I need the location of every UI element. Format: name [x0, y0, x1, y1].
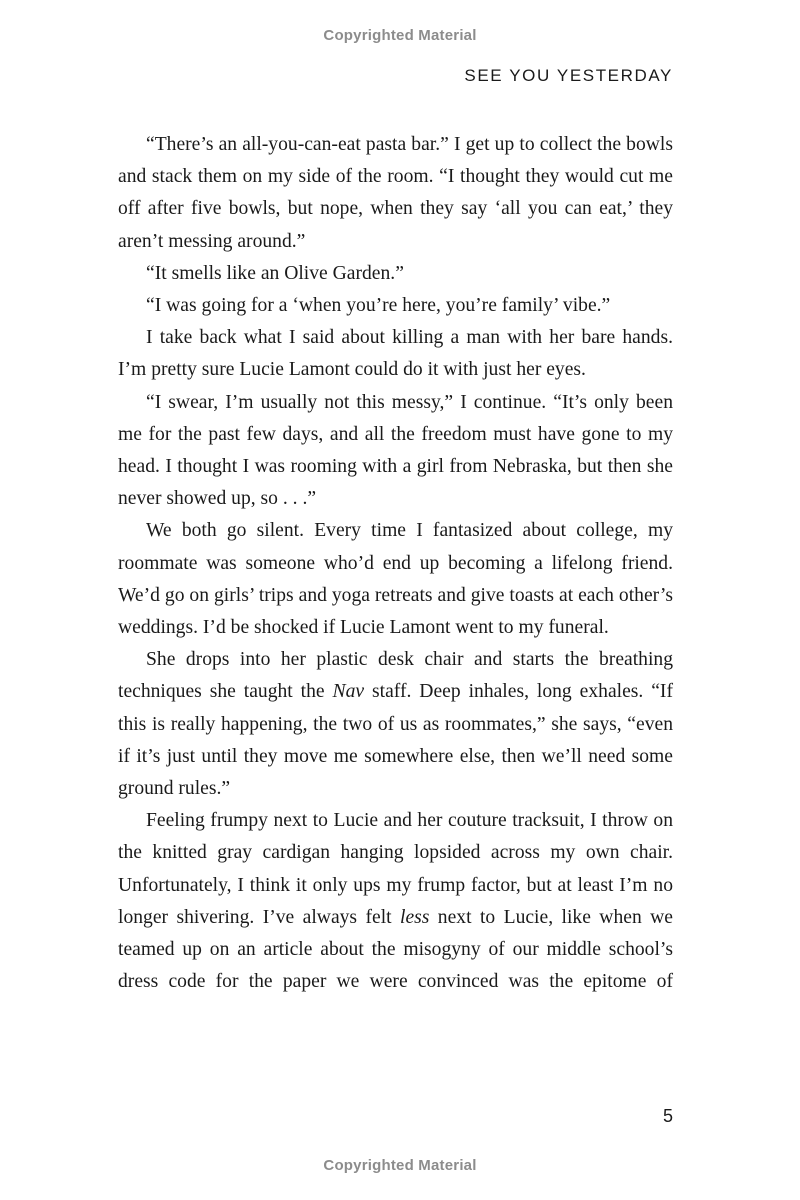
- paragraph: We both go silent. Every time I fantasized about college, my roommate was someone who’d end up becoming a lifelong friend. We’d go on girls’ trips and yoga retreats and give toasts at each other’s weddings. I’d be shocked if Lucie Lamont went to my funeral.: [118, 520, 673, 639]
- paragraph-text: staff. Deep inhales, long exhales. “If this is really happening, the two of us as roommates,” she says, “even if it’s just until they move me somewhere else, then we’ll need some ground rules.”: [118, 681, 673, 800]
- watermark-bottom: Copyrighted Material: [323, 1157, 477, 1174]
- paragraph-text: next to Lucie, like when we teamed up on an article about the misogyny of our middle school’s dress code for the paper we were convinced was the epitome of: [118, 906, 673, 993]
- paragraph: I take back what I said about killing a man with her bare hands. I’m pretty sure Lucie Lamont could do it with just her eyes.: [118, 327, 673, 381]
- paragraph: “I was going for a ‘when you’re here, you’re family’ vibe.”: [146, 295, 611, 317]
- running-head-title: SEE YOU YESTERDAY: [464, 66, 673, 85]
- paragraph: [118, 805, 673, 998]
- watermark-top: Copyrighted Material: [323, 27, 477, 44]
- paragraph: “It smells like an Olive Garden.”: [146, 262, 404, 284]
- paragraph: “I swear, I’m usually not this messy,” I continue. “It’s only been me for the past few days, and all the freedom must have gone to my head. I thought I was rooming with a girl from Nebraska, but then she never showed up, so . . .”: [118, 391, 673, 510]
- paragraph-text: She drops into her plastic desk chair and starts the breathing techniques she taught the: [118, 649, 673, 703]
- page-number: 5: [662, 1106, 673, 1126]
- italic-word: less: [400, 906, 430, 928]
- body-text: [118, 129, 673, 998]
- paragraph: “There’s an all-you-can-eat pasta bar.” I get up to collect the bowls and stack them on my side of the room. “I thought they would cut me off after five bowls, but nope, when they say ‘all you can eat,’ they aren’t messing around.”: [118, 134, 673, 252]
- italic-title: Nav: [332, 681, 365, 703]
- paragraph: [118, 644, 673, 805]
- paragraph-text: Feeling frumpy next to Lucie and her couture tracksuit, I throw on the knitted gray cardigan hanging lopsided across my own chair. Unfortunately, I think it only ups my frump factor, but at least I’m no longer shivering. I’ve always felt: [118, 810, 673, 928]
